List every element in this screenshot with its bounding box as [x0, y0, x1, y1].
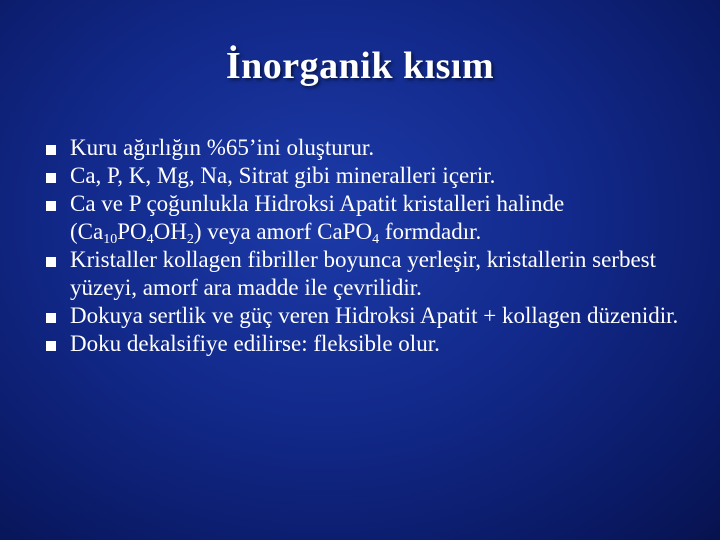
square-bullet-icon — [46, 313, 56, 323]
bullet-text — [70, 191, 565, 247]
square-bullet-icon — [46, 173, 56, 183]
square-bullet-icon — [46, 257, 56, 267]
square-bullet-icon — [46, 341, 56, 351]
formula-part: ) veya amorf CaPO — [193, 219, 373, 244]
bullet-text: Dokuya sertlik ve güç veren Hidroksi Apatit + kollagen düzenidir. — [70, 303, 679, 328]
formula-part: formdadır. — [379, 219, 482, 244]
square-bullet-icon — [46, 201, 56, 211]
bullet-text: Kuru ağırlığın %65’ini oluşturur. — [70, 135, 375, 160]
square-bullet-icon — [46, 145, 56, 155]
formula-part: (Ca — [70, 219, 104, 244]
bullet-item-6 — [44, 330, 694, 358]
formula-subscript: 10 — [103, 232, 118, 247]
formula-subscript: 2 — [186, 232, 194, 247]
bullet-text: Ca, P, K, Mg, Na, Sitrat gibi mineralleri içerir. — [70, 163, 496, 188]
formula-subscript: 4 — [372, 232, 380, 247]
bullet-text: Kristaller kollagen fibriller boyunca yerleşir, kristallerin serbest yüzeyi, amorf ara madde ile çevrilidir. — [70, 247, 657, 300]
bullet-item-5 — [44, 302, 694, 330]
bullet-item-2 — [44, 162, 694, 190]
slide-title: İnorganik kısım — [225, 45, 495, 87]
bullet-item-4 — [44, 246, 694, 302]
formula-part: OH — [153, 219, 187, 244]
formula-subscript: 4 — [146, 232, 154, 247]
bullet-item-1 — [44, 134, 694, 162]
bullet-text-line: Ca ve P çoğunlukla Hidroksi Apatit kristalleri halinde — [70, 191, 565, 216]
bullet-list — [44, 134, 694, 358]
bullet-text: Doku dekalsifiye edilirse: fleksible olur. — [70, 331, 440, 356]
formula-part: PO — [117, 219, 147, 244]
bullet-item-3 — [44, 190, 694, 246]
